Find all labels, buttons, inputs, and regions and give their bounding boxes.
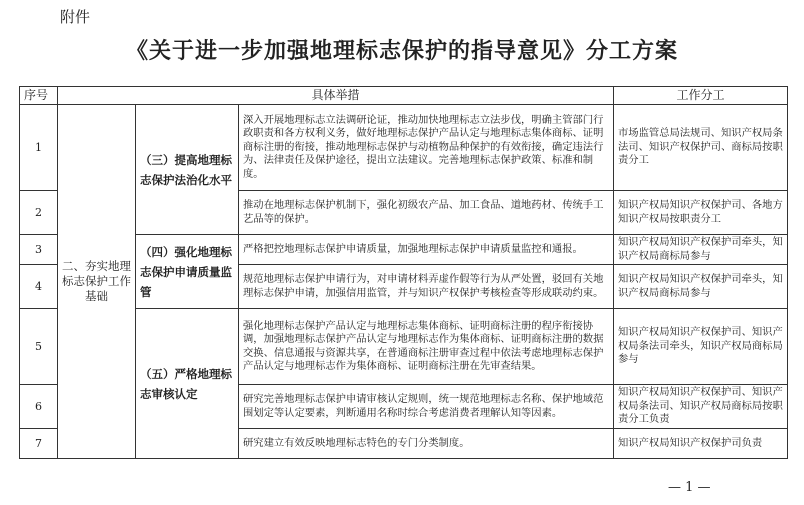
duty-text: 知识产权局知识产权保护司、知识产权局条法司、知识产权局商标局按职责分工负责 xyxy=(614,385,788,429)
row-seq: 7 xyxy=(20,429,58,459)
header-duty: 工作分工 xyxy=(614,87,788,105)
table-row xyxy=(20,105,788,191)
header-seq: 序号 xyxy=(20,87,58,105)
measure-text: 规范地理标志保护申请行为，对申请材料弄虚作假等行为从严处置，驳回有关地理标志保护申请，加强信用监管，并与知识产权保护考核检查等形成联动约束。 xyxy=(239,265,614,309)
measure-text: 严格把控地理标志保护申请质量，加强地理标志保护申请质量监控和通报。 xyxy=(239,235,614,265)
sub-category: （五）严格地理标志审核认定 xyxy=(136,309,239,459)
duty-text: 知识产权局知识产权保护司负责 xyxy=(614,429,788,459)
duty-text: 知识产权局知识产权保护司牵头，知识产权局商标局参与 xyxy=(614,235,788,265)
table-header-row xyxy=(20,87,788,105)
duty-text: 知识产权局知识产权保护司、各地方知识产权局按职责分工 xyxy=(614,191,788,235)
attachment-label: 附件 xyxy=(60,8,91,26)
measure-text: 研究建立有效反映地理标志特色的专门分类制度。 xyxy=(239,429,614,459)
measure-text: 研究完善地理标志保护申请审核认定规则，统一规范地理标志名称、保护地域范围划定等认定要素，判断通用名称时综合考虑消费者理解认知等因素。 xyxy=(239,385,614,429)
row-seq: 6 xyxy=(20,385,58,429)
row-seq: 3 xyxy=(20,235,58,265)
sub-category: （三）提高地理标志保护法治化水平 xyxy=(136,105,239,235)
document-title: 《关于进一步加强地理标志保护的指导意见》分工方案 xyxy=(125,38,678,64)
table-row xyxy=(20,309,788,385)
duty-text: 市场监管总局法规司、知识产权局条法司、知识产权保护司、商标局按职责分工 xyxy=(614,105,788,191)
division-table xyxy=(19,86,788,459)
measure-text: 深入开展地理标志立法调研论证，推动加快地理标志立法步伐，明确主管部门行政职责和各方权利义务，做好地理标志保护产品认定与地理标志集体商标、证明商标注册的衔接，推动地理标志保护与动植物品种保护的有效衔接，确定违法行为、法律责任及保护途径，提出立法建议。完善地理标志保护政策、标准和制度。 xyxy=(239,105,614,191)
duty-text: 知识产权局知识产权保护司、知识产权局条法司牵头，知识产权局商标局参与 xyxy=(614,309,788,385)
measure-text: 强化地理标志保护产品认定与地理标志集体商标、证明商标注册的程序衔接协调，加强地理标志保护产品认定与地理标志作为集体商标、证明商标注册的数据交换、信息通报与资源共享，在普通商标注册审查过程中依法考虑地理标志保护产品认定与地理标志作为集体商标、证明商标注册在先审查结果。 xyxy=(239,309,614,385)
page-number: — 1 — xyxy=(668,480,711,495)
row-seq: 4 xyxy=(20,265,58,309)
table-row xyxy=(20,235,788,265)
row-seq: 1 xyxy=(20,105,58,191)
measure-text: 推动在地理标志保护机制下，强化初级农产品、加工食品、道地药材、传统手工艺品等的保护。 xyxy=(239,191,614,235)
main-category: 二、夯实地理标志保护工作基础 xyxy=(58,105,136,459)
row-seq: 2 xyxy=(20,191,58,235)
header-measures: 具体举措 xyxy=(58,87,614,105)
row-seq: 5 xyxy=(20,309,58,385)
duty-text: 知识产权局知识产权保护司牵头，知识产权局商标局参与 xyxy=(614,265,788,309)
sub-category: （四）强化地理标志保护申请质量监管 xyxy=(136,235,239,309)
